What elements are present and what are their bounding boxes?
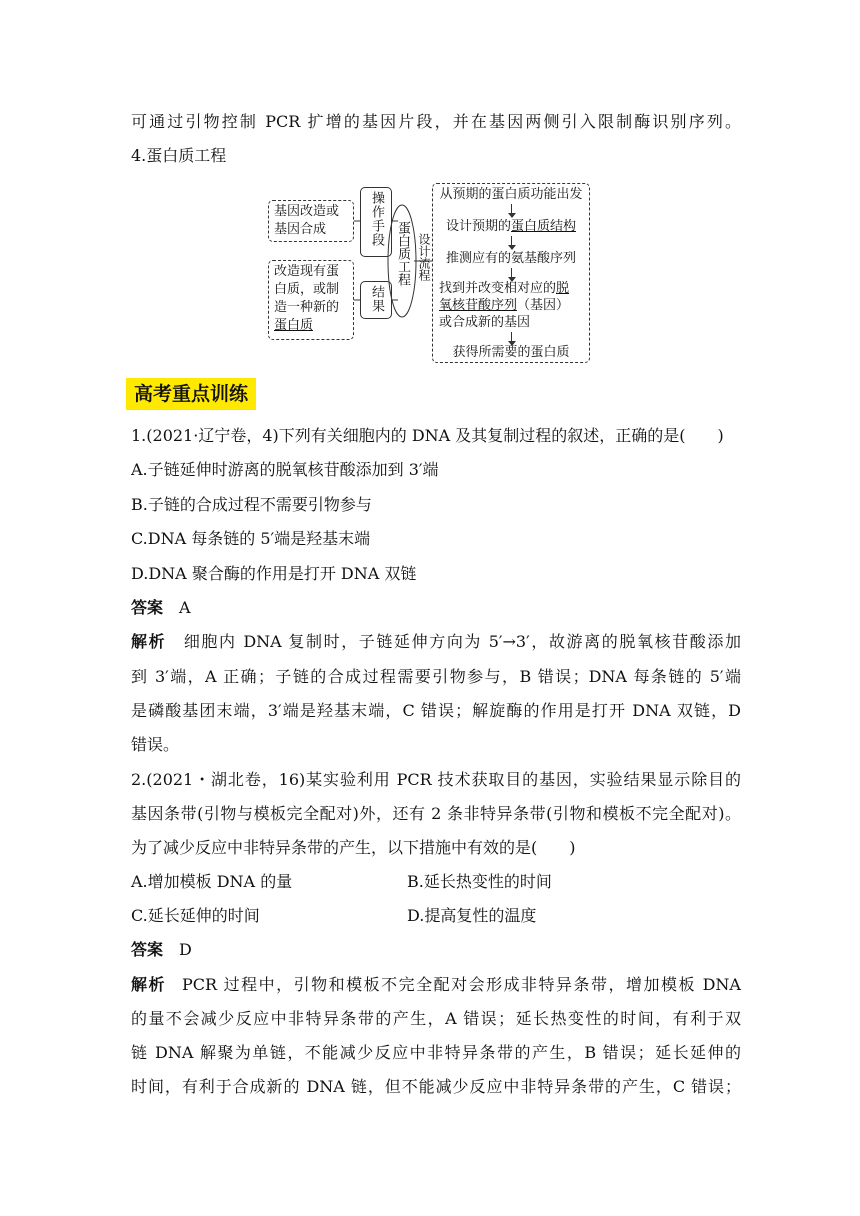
q1-analysis-line	[131, 632, 741, 652]
q2-analysis-line: 时间，有利于合成新的 DNA 链，但不能减少反应中非特异条带的产生，C 错误；	[131, 1077, 741, 1096]
q1-option-c: C.DNA 每条链的 5′端是羟基末端	[131, 529, 371, 548]
box-line: 白质，或制	[274, 282, 340, 297]
result-tag	[360, 281, 392, 319]
section-title: 高考重点训练	[126, 378, 256, 410]
flow-text-underlined: 氧核苷酸序列	[439, 298, 518, 313]
design-flow-box	[432, 183, 590, 363]
q1-option-d: D.DNA 聚合酶的作用是打开 DNA 双链	[131, 564, 417, 583]
box-line: 基因改造或	[274, 204, 340, 219]
analysis-label: 解析	[131, 632, 167, 651]
q1-analysis-line: 到 3′端，A 正确；子链的合成过程需要引物参与，B 错误；DNA 每条链的 5′端	[131, 667, 741, 686]
q2-answer	[131, 940, 741, 960]
box-line: 蛋白质	[274, 318, 314, 333]
q2-analysis-line: 链 DNA 解聚为单链，不能减少反应中非特异条带的产生，B 错误；延长延伸的	[131, 1043, 741, 1062]
flow-text: 或合成新的基因	[439, 315, 531, 330]
protein-engineering-diagram	[266, 183, 592, 365]
q1-stem: 1.(2021·辽宁卷，4)下列有关细胞内的 DNA 及其复制过程的叙述，正确的是( )	[131, 426, 724, 445]
flow-arrow	[511, 204, 512, 216]
q1-analysis-line: 错误。	[131, 735, 180, 754]
operation-means-tag	[360, 187, 392, 257]
q2-options-row-2	[131, 906, 741, 926]
q2-analysis-line	[131, 975, 741, 995]
flow-arrow	[511, 332, 512, 344]
answer-value: A	[179, 598, 191, 617]
flow-text: 设计预期的	[445, 219, 511, 234]
flow-step-5: 获得所需要的蛋白质	[452, 345, 570, 360]
flow-step-3: 推测应有的氨基酸序列	[445, 251, 576, 266]
analysis-text: PCR 过程中，引物和模板不完全配对会形成非特异条带，增加模板 DNA	[182, 975, 741, 994]
analysis-label: 解析	[131, 975, 166, 994]
tag-text: 结果	[369, 285, 384, 313]
flow-text: 找到并改变相对应的	[439, 281, 557, 296]
flow-step-4	[433, 280, 589, 331]
q1-analysis-line: 是磷酸基团末端，3′端是羟基末端，C 错误；解旋酶的作用是打开 DNA 双链，D	[131, 701, 741, 720]
q2-stem-line: 为了减少反应中非特异条带的产生，以下措施中有效的是( )	[131, 838, 576, 857]
flow-text: （基因）	[517, 298, 570, 313]
q1-answer	[131, 598, 741, 618]
answer-label: 答案	[131, 940, 164, 959]
box-line: 基因合成	[274, 222, 327, 237]
q2-stem-line: 基因条带(引物与模板完全配对)外，还有 2 条非特异条带(引物和模板不完全配对)。	[131, 804, 741, 823]
side-text: 设计流程	[417, 233, 431, 281]
q2-options-row-1	[131, 872, 741, 892]
q2-option-d: D.提高复性的温度	[407, 906, 537, 925]
q2-option-c: C.延长延伸的时间	[131, 906, 260, 925]
flow-step-2	[433, 218, 589, 236]
analysis-text: 细胞内 DNA 复制时，子链延伸方向为 5′→3′，故游离的脱氧核苷酸添加	[182, 632, 741, 651]
answer-label: 答案	[131, 598, 164, 617]
q2-analysis-line: 的量不会减少反应中非特异条带的产生，A 错误；延长热变性的时间，有利于双	[131, 1009, 741, 1028]
q2-option-a: A.增加模板 DNA 的量	[131, 872, 293, 891]
center-text: 蛋白质工程	[395, 221, 410, 286]
q2-option-b: B.延长热变性的时间	[407, 872, 552, 891]
protein-engineering-heading: 4.蛋白质工程	[131, 146, 227, 165]
flow-text-underlined: 蛋白质结构	[511, 219, 577, 234]
q1-option-b: B.子链的合成过程不需要引物参与	[131, 495, 372, 514]
answer-value: D	[179, 940, 192, 959]
flow-arrow	[511, 236, 512, 248]
tag-text: 操作手段	[369, 191, 384, 247]
flow-text-underlined: 脱	[556, 281, 570, 296]
box-line: 改造现有蛋	[274, 264, 340, 279]
box-line: 造一种新的	[274, 300, 340, 315]
flow-step-1: 从预期的蛋白质功能出发	[439, 187, 583, 202]
intro-line: 可通过引物控制 PCR 扩增的基因片段，并在基因两侧引入限制酶识别序列。	[131, 112, 741, 131]
q2-stem-line: 2.(2021・湖北卷，16)某实验利用 PCR 技术获取目的基因，实验结果显示除目的	[131, 770, 741, 789]
q1-option-a: A.子链延伸时游离的脱氧核苷酸添加到 3′端	[131, 460, 439, 479]
design-flow-label	[416, 233, 430, 285]
flow-arrow	[511, 268, 512, 280]
center-label	[392, 221, 412, 291]
